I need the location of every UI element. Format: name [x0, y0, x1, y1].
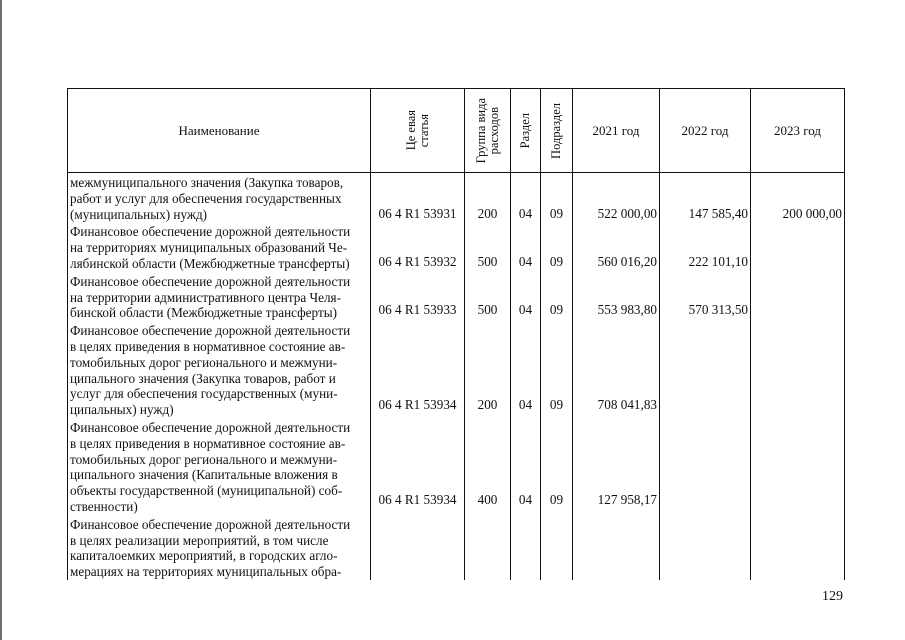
header-2023: 2023 год — [751, 89, 845, 173]
expense-group-cell: 500 — [477, 302, 498, 317]
subsection-cell: 09 — [549, 254, 564, 269]
budget-table — [67, 88, 845, 580]
header-target-article: Це евая статья — [371, 89, 465, 173]
row-name: Финансовое обеспечение дорожной деятельности на территориях муниципальных образований Че- лябинской области (Межбюджетные трансферты) — [70, 224, 351, 271]
header-2022: 2022 год — [660, 89, 751, 173]
section-cell: 04 — [518, 397, 533, 412]
subsection-cell: 09 — [549, 206, 564, 221]
expense-group-column — [465, 173, 511, 580]
target-article-cell: 06 4 R1 53932 — [378, 254, 457, 269]
target-article-column — [371, 173, 465, 580]
expense-group-cell: 200 — [477, 397, 498, 412]
row-name: Финансовое обеспечение дорожной деятельности в целях приведения в нормативное состояние ав- томобильных дорог регионального и межмуни- ципального значения (Капитальные вложения в объекты государственной (муниципальной) соб- ственности) — [70, 419, 351, 514]
amount-2022-cell: 570 313,50 — [688, 302, 748, 317]
section-cell: 04 — [518, 254, 533, 269]
subsection-cell: 09 — [549, 397, 564, 412]
amount-2023-cell: 200 000,00 — [782, 206, 842, 221]
section-cell: 04 — [518, 492, 533, 507]
target-article-cell: 06 4 R1 53931 — [378, 206, 457, 221]
section-cell: 04 — [518, 302, 533, 317]
target-article-cell: 06 4 R1 53934 — [378, 492, 457, 507]
header-subsection: Подраздел — [541, 89, 573, 173]
expense-group-cell: 200 — [477, 206, 498, 221]
header-name: Наименование — [68, 89, 371, 173]
header-2021: 2021 год — [573, 89, 660, 173]
amount-2022-cell: 222 101,10 — [688, 254, 748, 269]
amount-2022-cell: 147 585,40 — [688, 206, 748, 221]
target-article-cell: 06 4 R1 53933 — [378, 302, 457, 317]
row-name: Финансовое обеспечение дорожной деятельности в целях приведения в нормативное состояние ав- томобильных дорог регионального и межмуни- ципального значения (Закупка товаров, работ и услуг для обеспечения государственных (муни- ципальных) нужд) — [70, 323, 351, 418]
name-column — [68, 173, 371, 580]
amount-2021-cell: 708 041,83 — [597, 397, 657, 412]
scan-left-edge — [0, 0, 2, 640]
target-article-cell: 06 4 R1 53934 — [378, 397, 457, 412]
row-name: Финансовое обеспечение дорожной деятельности в целях реализации мероприятий, в том числе капиталоемких мероприятий, в городских агло- мерациях на территориях муниципальных обра- — [70, 516, 351, 580]
expense-group-cell: 500 — [477, 254, 498, 269]
page-number: 129 — [822, 589, 843, 604]
expense-group-cell: 400 — [477, 492, 498, 507]
year-2021-column — [573, 173, 660, 580]
subsection-column — [541, 173, 573, 580]
subsection-cell: 09 — [549, 492, 564, 507]
year-2023-column — [751, 173, 845, 580]
amount-2021-cell: 553 983,80 — [597, 302, 657, 317]
amount-2021-cell: 560 016,20 — [597, 254, 657, 269]
amount-2021-cell: 522 000,00 — [597, 206, 657, 221]
section-column — [511, 173, 541, 580]
year-2022-column — [660, 173, 751, 580]
header-section: Раздел — [511, 89, 541, 173]
subsection-cell: 09 — [549, 302, 564, 317]
row-name: Финансовое обеспечение дорожной деятельности на территории административного центра Челя- бинской области (Межбюджетные трансферты) — [70, 273, 351, 321]
row-name: межмуниципального значения (Закупка товаров, работ и услуг для обеспечения государственных (муниципальных) нужд) — [70, 175, 344, 222]
section-cell: 04 — [518, 206, 533, 221]
header-expense-group: Группа вида расходов — [465, 89, 511, 173]
amount-2021-cell: 127 958,17 — [597, 492, 657, 507]
